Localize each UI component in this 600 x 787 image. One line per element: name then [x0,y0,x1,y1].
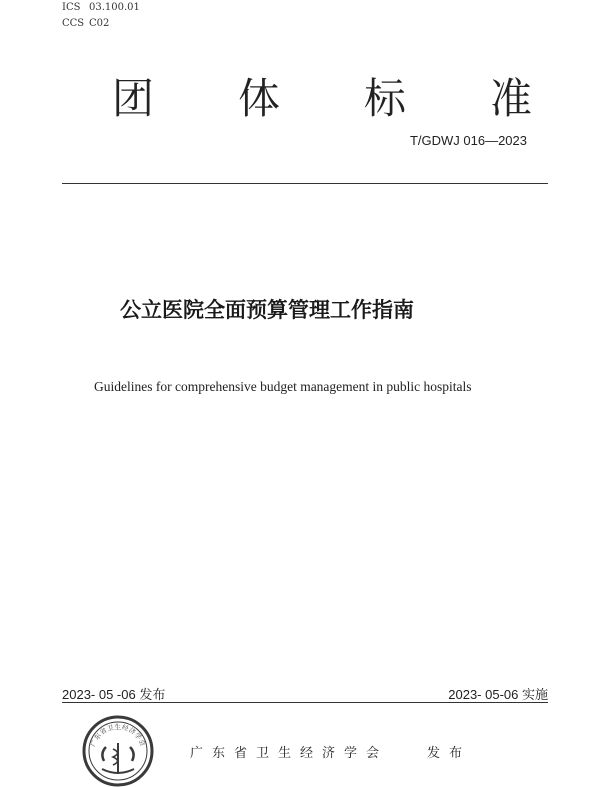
top-divider [62,183,548,184]
standard-number: T/GDWJ 016—2023 [409,133,527,148]
publish-date: 2023- 05 -06 发布 [62,687,166,702]
standard-type-title [112,66,532,126]
ics-code [62,0,140,16]
title-char: 标 [363,74,406,123]
ccs-code [62,16,140,32]
ics-value: 03.100.01 [89,2,140,13]
ccs-value: C02 [89,18,110,29]
seal-text: 广东省卫生经济学会 [88,723,148,748]
publisher-name: 广东省卫生经济学会 [190,746,389,761]
title-char: 准 [489,74,532,123]
society-seal-icon [82,715,154,787]
document-title-en: Guidelines for comprehensive budget management in public hospitals [94,379,472,394]
title-char: 体 [237,74,280,123]
publish-word: 发布 [427,746,472,761]
classification-codes [62,0,140,32]
ics-label: ICS [62,2,81,13]
implement-date: 2023- 05-06 实施 [448,687,548,702]
ccs-label: CCS [62,18,85,29]
document-title-cn: 公立医院全面预算管理工作指南 [120,298,414,322]
bottom-divider [62,702,548,703]
title-char: 团 [112,74,155,123]
